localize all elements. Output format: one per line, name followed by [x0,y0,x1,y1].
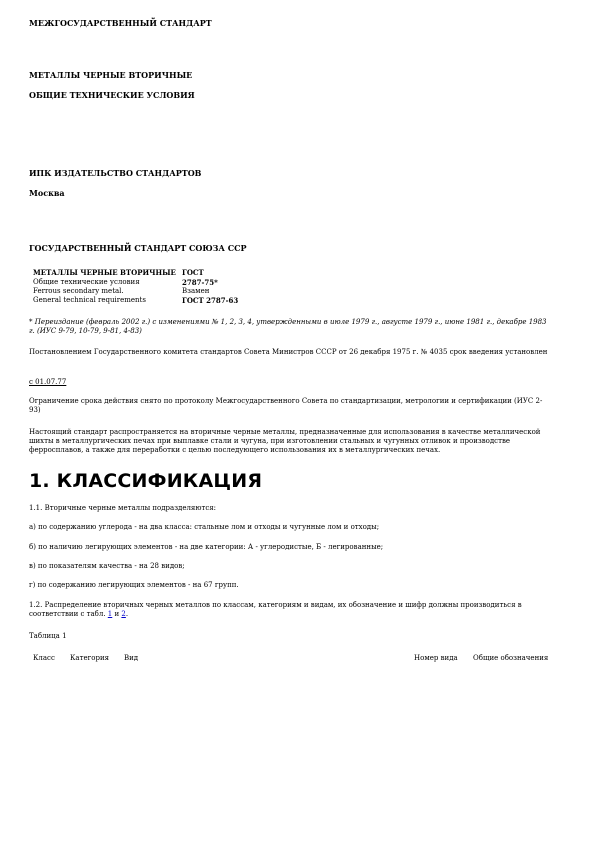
ussr-standard-label: ГОСУДАРСТВЕННЫЙ СТАНДАРТ СОЮЗА ССР [29,243,247,253]
reissue-note: * Переиздание (февраль 2002 г.) с изменениями № 1, 2, 3, 4, утвержденными в июле 1979 г., августе 1979 г., июне 1981 г., декабре 1983 г. (ИУС 9-79, 10-79, 9-81, 4-83) [29,318,547,335]
limitation-paragraph: Ограничение срока действия снято по протоколу Межгосударственного Совета по стандартизации, метрологии и сертификации (ИУС 2-93) [29,397,543,414]
section-heading: 1. КЛАССИФИКАЦИЯ [29,470,263,492]
title-block-left-3: Ferrous secondary metal. [33,287,124,295]
clause-1-1-a: а) по содержанию углерода - на два класса: стальные лом и отходы и чугунные лом и отходы; [29,523,380,531]
effective-date: с 01.07.77 [29,378,67,386]
table-header-type: Вид [124,654,139,662]
title-block-right-2: 2787-75* [182,278,218,287]
title-block-left-2: Общие технические условия [33,278,140,286]
table-header-type-number: Номер вида [414,654,458,662]
clause-1-1-v: в) по показателям качества - на 28 видов; [29,562,185,570]
title-block-left-4: General technical requirements [33,296,146,304]
publisher-label: ИПК ИЗДАТЕЛЬСТВО СТАНДАРТОВ [29,168,202,178]
clause-1-2: 1.2. Распределение вторичных черных металлов по классам, категориям и видам, их обозначение и шифр должны производиться в соответствии с табл. 1 и 2. [29,601,522,618]
table-header-class: Класс [33,654,55,662]
document-title-line2: ОБЩИЕ ТЕХНИЧЕСКИЕ УСЛОВИЯ [29,90,195,100]
document-title-line1: МЕТАЛЛЫ ЧЕРНЫЕ ВТОРИЧНЫЕ [29,70,193,80]
table-header-category: Категория [70,654,110,662]
title-block-left-1: МЕТАЛЛЫ ЧЕРНЫЕ ВТОРИЧНЫЕ [33,268,176,277]
title-block-right-4: ГОСТ 2787-63 [182,296,239,305]
city-label: Москва [29,188,65,198]
title-block-right-1: ГОСТ [182,268,204,277]
clause-1-1: 1.1. Вторичные черные металлы подразделяются: [29,504,217,512]
clause-1-2-text: 1.2. Распределение вторичных черных металлов по классам, категориям и видам, их обозначение и шифр должны производиться в соответствии с табл. [29,601,522,618]
table-1-link[interactable]: 1 [107,610,113,618]
interstate-standard-label: МЕЖГОСУДАРСТВЕННЫЙ СТАНДАРТ [29,18,212,28]
title-block-right-3: Взамен [182,287,210,295]
table-caption: Таблица 1 [29,632,67,640]
clause-1-1-b: б) по наличию легирующих элементов - на две категории: А - углеродистые, Б - легированные; [29,543,384,551]
scope-paragraph: Настоящий стандарт распространяется на вторичные черные металлы, предназначенные для использования в качестве металлической шихты в металлургических печах при выплавке стали и чугуна, при изготовлении стальных и чугунных отливок и производстве ферросплавов, а также для переработки с целью последующего использования их в металлургических печах. [29,428,541,454]
table-2-link[interactable]: 2 [121,610,126,618]
decree-paragraph: Постановлением Государственного комитета стандартов Совета Министров СССР от 26 декабря 1975 г. № 4035 срок введения установлен [29,348,548,356]
table-header-designation: Общие обозначения [473,654,549,662]
clause-1-2-and: и [114,610,120,618]
clause-1-1-g: г) по содержанию легирующих элементов - на 67 групп. [29,581,239,589]
